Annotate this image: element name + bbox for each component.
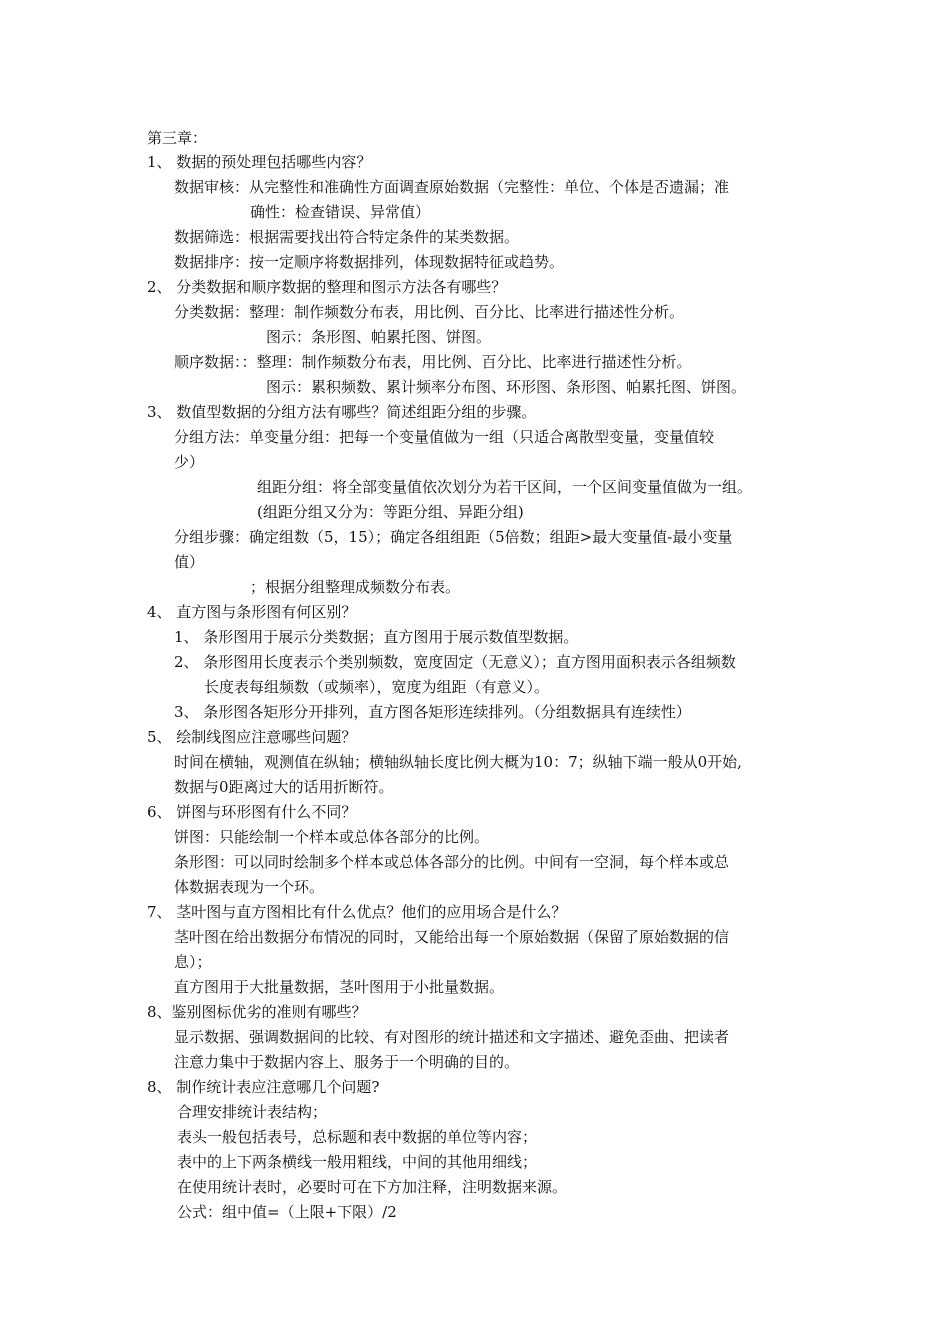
chapter-title: 第三章： [147, 129, 208, 147]
question-6-title: 6、 饼图与环形图有什么不同？ [147, 803, 357, 821]
q4-answer-3: 3、 条形图各矩形分开排列，直方图各矩形连续排列。（分组数据具有连续性） [174, 703, 691, 721]
q8b-formula: 公式：组中值=（上限+下限）/2 [177, 1203, 397, 1221]
q8b-answer-3: 表中的上下两条横线一般用粗线，中间的其他用细线； [177, 1153, 538, 1171]
question-8b-title: 8、 制作统计表应注意哪几个问题? [147, 1078, 380, 1096]
q7-answer-1-line-2: 息）； [174, 953, 212, 971]
question-1-title: 1、 数据的预处理包括哪些内容？ [147, 153, 372, 171]
q5-answer-1-line-2: 数据与0距离过大的话用折断符。 [174, 778, 394, 796]
q8b-answer-4: 在使用统计表时，必要时可在下方加注释，注明数据来源。 [177, 1178, 568, 1196]
q1-answer-1-line-2: 确性：检查错误、异常值） [250, 203, 431, 221]
q4-answer-2-line-2: 长度表每组频数（或频率），宽度为组距（有意义）。 [204, 678, 550, 696]
q6-answer-2-line-1: 条形图：可以同时绘制多个样本或总体各部分的比例。中间有一空洞，每个样本或总 [174, 853, 730, 871]
q1-answer-2: 数据筛选：根据需要找出符合特定条件的某类数据。 [174, 228, 520, 246]
question-7-title: 7、 茎叶图与直方图相比有什么优点？他们的应用场合是什么？ [147, 903, 567, 921]
question-8a-title: 8、鉴别图标优劣的准则有哪些？ [147, 1003, 367, 1021]
q7-answer-1-line-1: 茎叶图在给出数据分布情况的同时，又能给出每一个原始数据（保留了原始数据的信 [174, 928, 730, 946]
question-3-title: 3、 数值型数据的分组方法有哪些？简述组距分组的步骤。 [147, 403, 537, 421]
q4-answer-1: 1、 条形图用于展示分类数据；直方图用于展示数值型数据。 [174, 628, 579, 646]
q8a-answer-1-line-1: 显示数据、强调数据间的比较、有对图形的统计描述和文字描述、避免歪曲、把读者 [174, 1028, 730, 1046]
q3-answer-3: (组距分组又分为：等距分组、异距分组) [257, 503, 524, 521]
q3-answer-1-line-1: 分组方法：单变量分组：把每一个变量值做为一组（只适合离散型变量，变量值较 [174, 428, 715, 446]
q8a-answer-1-line-2: 注意力集中于数据内容上、服务于一个明确的目的。 [174, 1053, 520, 1071]
q3-answer-5: ；根据分组整理成频数分布表。 [250, 578, 461, 596]
q2-answer-3: 顺序数据：：整理：制作频数分布表，用比例、百分比、比率进行描述性分析。 [174, 353, 692, 371]
q5-answer-1-line-1: 时间在横轴，观测值在纵轴；横轴纵轴长度比例大概为10：7；纵轴下端一般从0开始, [174, 753, 742, 771]
question-4-title: 4、 直方图与条形图有何区别？ [147, 603, 357, 621]
q2-answer-2: 图示：条形图、帕累托图、饼图。 [266, 328, 492, 346]
q1-answer-1-line-1: 数据审核：从完整性和准确性方面调查原始数据（完整性：单位、个体是否遗漏；准 [174, 178, 730, 196]
q3-answer-4-line-2: 值） [174, 553, 205, 571]
q4-answer-2-line-1: 2、 条形图用长度表示个类别频数，宽度固定（无意义）；直方图用面积表示各组频数 [174, 653, 736, 671]
question-2-title: 2、 分类数据和顺序数据的整理和图示方法各有哪些？ [147, 278, 507, 296]
q6-answer-1: 饼图：只能绘制一个样本或总体各部分的比例。 [174, 828, 490, 846]
question-5-title: 5、 绘制线图应注意哪些问题？ [147, 728, 357, 746]
q6-answer-2-line-2: 体数据表现为一个环。 [174, 878, 325, 896]
q2-answer-1: 分类数据：整理：制作频数分布表，用比例、百分比、比率进行描述性分析。 [174, 303, 685, 321]
q3-answer-1-line-2: 少） [174, 453, 205, 471]
q8b-answer-1: 合理安排统计表结构； [177, 1103, 328, 1121]
q7-answer-2: 直方图用于大批量数据，茎叶图用于小批量数据。 [174, 978, 505, 996]
q8b-answer-2: 表头一般包括表号，总标题和表中数据的单位等内容； [177, 1128, 538, 1146]
q3-answer-2: 组距分组：将全部变量值依次划分为若干区间，一个区间变量值做为一组。 [257, 478, 753, 496]
q1-answer-3: 数据排序：按一定顺序将数据排列，体现数据特征或趋势。 [174, 253, 565, 271]
q2-answer-4: 图示：累积频数、累计频率分布图、环形图、条形图、帕累托图、饼图。 [266, 378, 747, 396]
q3-answer-4-line-1: 分组步骤：确定组数（5，15）；确定各组组距（5倍数；组距>最大变量值-最小变量 [174, 528, 733, 546]
